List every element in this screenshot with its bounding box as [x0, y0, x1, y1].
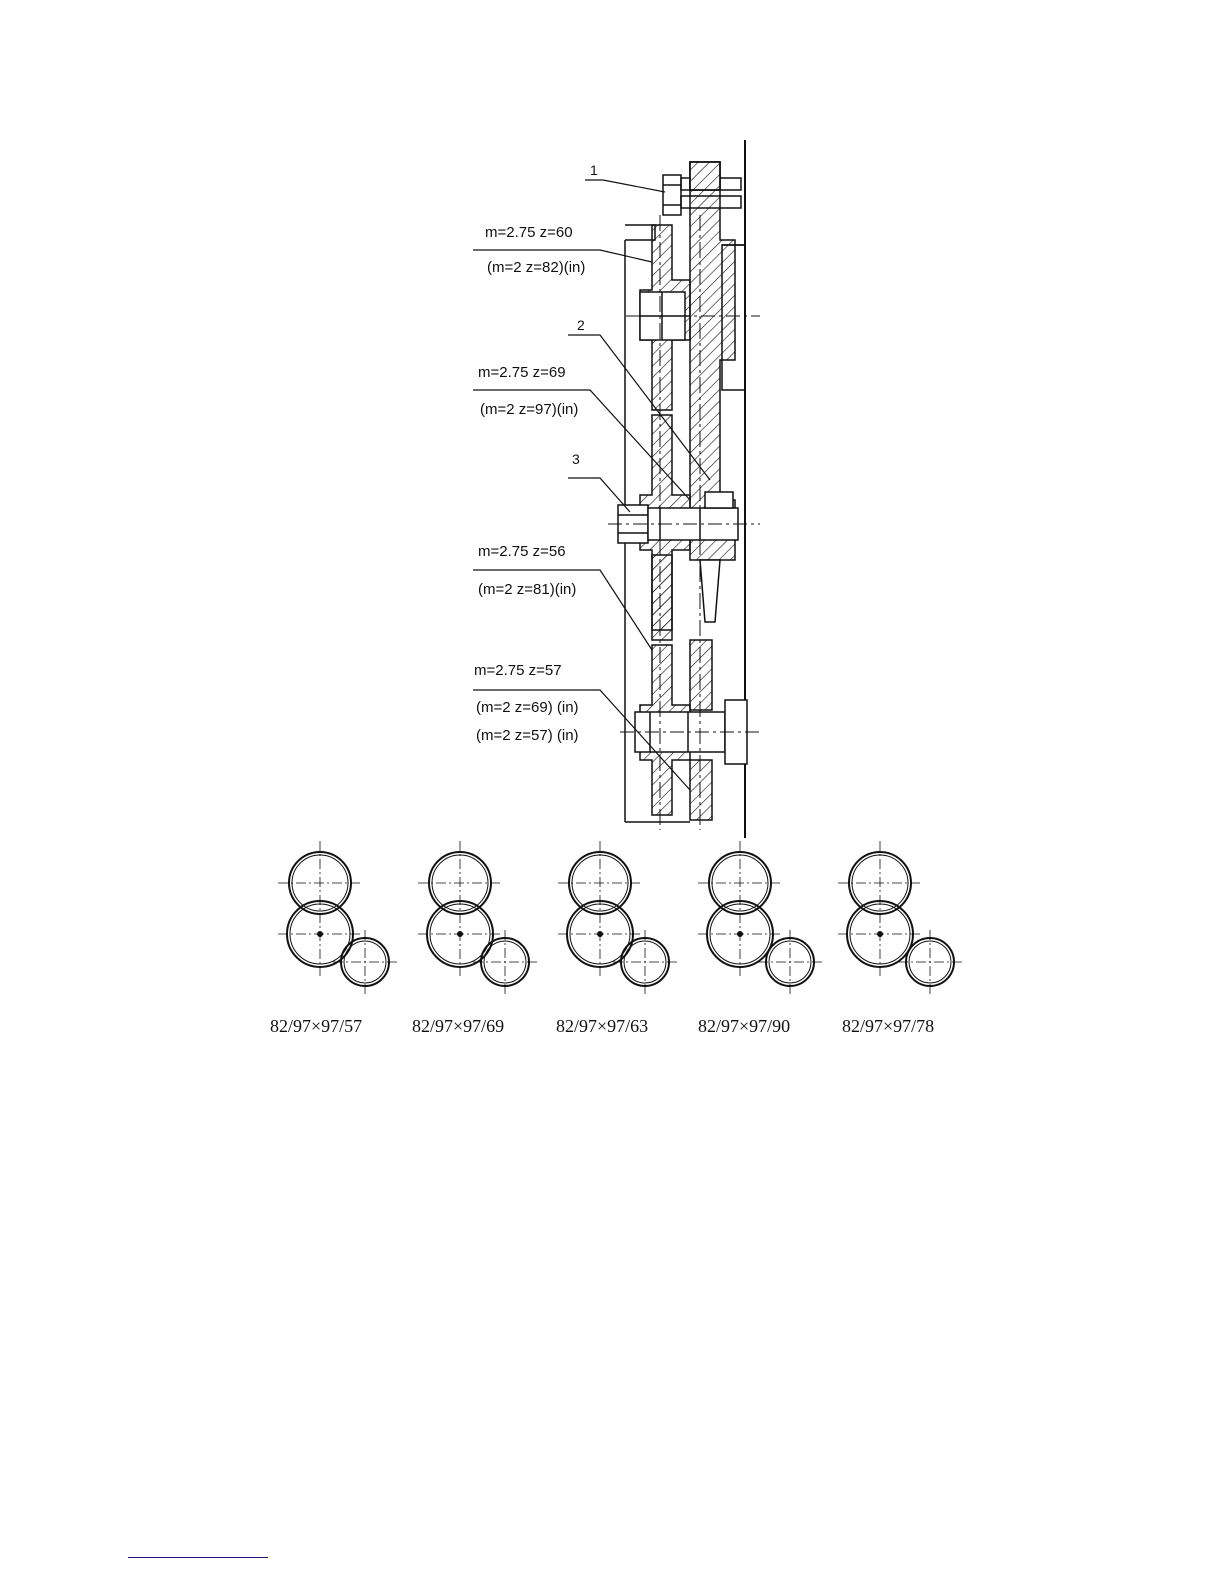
callout-2: 2 [577, 317, 585, 333]
gear-label-4-metric: m=2.75 z=57 [474, 662, 562, 679]
section-view [608, 140, 760, 838]
callout-3: 3 [572, 451, 580, 467]
gear-label-2-metric: m=2.75 z=69 [478, 364, 566, 381]
gear-label-1-metric: m=2.75 z=60 [485, 224, 573, 241]
gear-label-3-metric: m=2.75 z=56 [478, 543, 566, 560]
arrangement-caption-3: 82/97×97/63 [556, 1016, 649, 1036]
arrangement-caption-1: 82/97×97/57 [270, 1016, 363, 1036]
arrangement-caption-2: 82/97×97/69 [412, 1016, 505, 1036]
gear-label-3-inch: (m=2 z=81)(in) [478, 581, 577, 598]
gear-arrangement-diagrams [278, 841, 962, 994]
arrangement-caption-4: 82/97×97/90 [698, 1016, 791, 1036]
callout-1: 1 [590, 162, 598, 178]
arrangement-caption-5: 82/97×97/78 [842, 1016, 935, 1036]
footnote-rule [128, 1557, 268, 1558]
gear-label-4-inch-2: (m=2 z=57) (in) [476, 727, 579, 744]
gear-label-2-inch: (m=2 z=97)(in) [480, 401, 579, 418]
gear-label-1-inch: (m=2 z=82)(in) [487, 259, 586, 276]
gear-label-4-inch: (m=2 z=69) (in) [476, 699, 579, 716]
